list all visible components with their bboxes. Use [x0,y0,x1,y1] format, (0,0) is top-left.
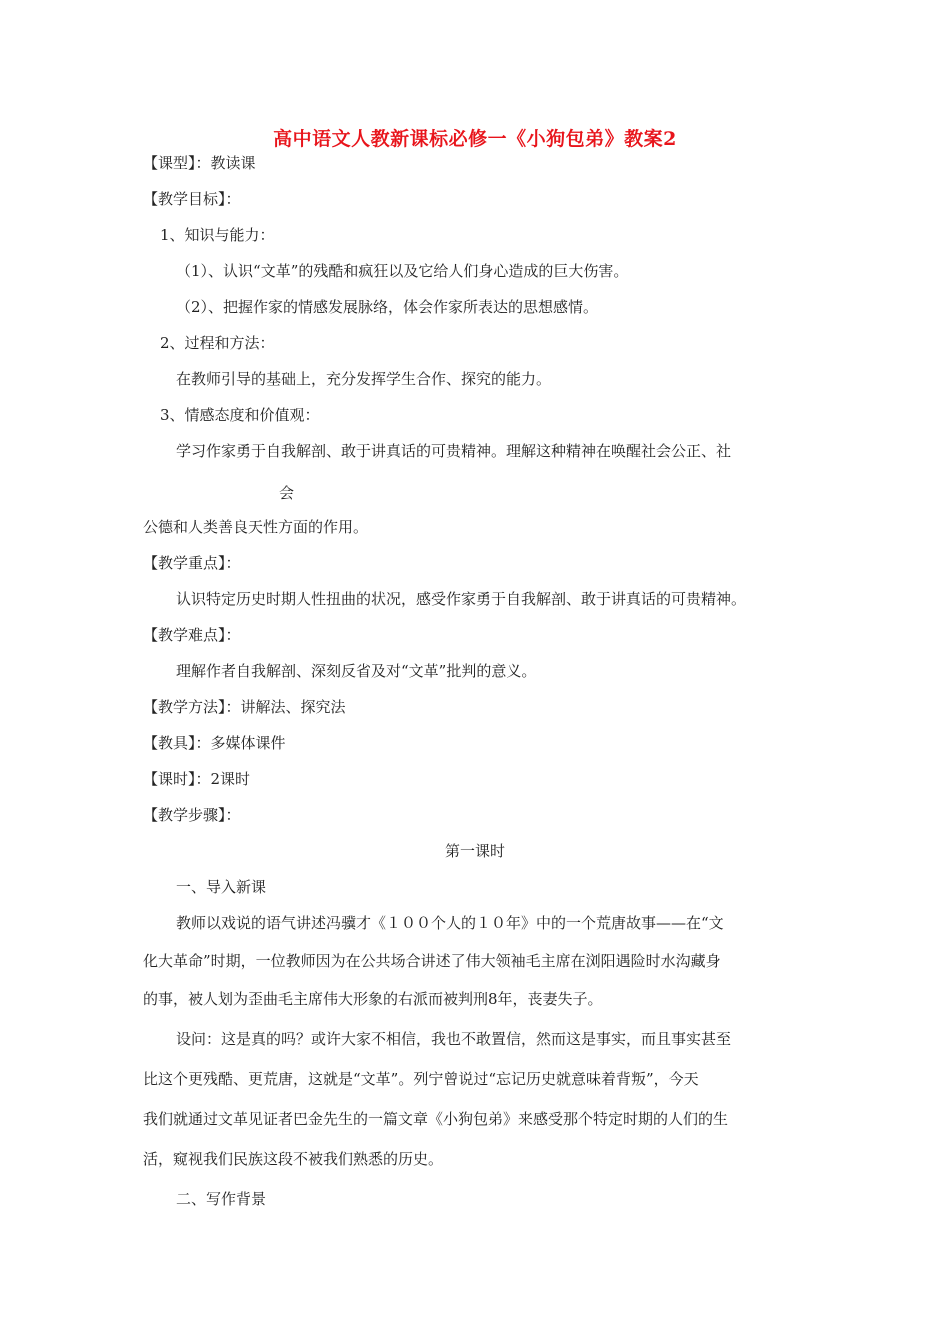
goal-3-text-line-1: 学习作家勇于自我解剖、敢于讲真话的可贵精神。理解这种精神在唤醒社会公正、社 [176,442,732,460]
class-hours-line: 【课时】：2课时 [143,770,251,788]
difficulties-text: 理解作者自我解剖、深刻反省及对“文革”批判的意义。 [176,662,537,680]
question-paragraph-line-3: 我们就通过文革见证者巴金先生的一篇文章《小狗包弟》来感受那个特定时期的人们的生 [143,1110,729,1128]
goal-1-item-2: （2）、把握作家的情感发展脉络，体会作家所表达的思想感情。 [176,298,599,316]
key-points-heading: 【教学重点】： [143,554,241,572]
goal-1-item-1: （1）、认识“文革”的残酷和疯狂以及它给人们身心造成的巨大伤害。 [176,262,629,280]
question-paragraph-line-4: 活，窥视我们民族这段不被我们熟悉的历史。 [143,1150,444,1168]
intro-paragraph-line-2: 化大革命”时期，一位教师因为在公共场合讲述了伟大领袖毛主席在浏阳遇险时水沟藏身 [143,952,721,970]
goal-3-text-orphan: 会 [279,484,295,502]
lesson-type-line: 【课型】：教读课 [143,154,256,172]
teaching-goals-heading: 【教学目标】： [143,190,241,208]
section-1-heading: 一、导入新课 [176,878,267,896]
intro-paragraph-line-3: 的事，被人划为歪曲毛主席伟大形象的右派而被判刑8年，丧妻失子。 [143,990,603,1008]
teaching-aids-line: 【教具】：多媒体课件 [143,734,286,752]
first-period-heading: 第一课时 [444,842,505,860]
intro-paragraph-line-1: 教师以戏说的语气讲述冯骥才《１００个人的１０年》中的一个荒唐故事——在“文 [176,914,724,932]
document-title: 高中语文人教新课标必修一《小狗包弟》教案2 [273,128,677,150]
key-points-text: 认识特定历史时期人性扭曲的状况，感受作家勇于自我解剖、敢于讲真话的可贵精神。 [176,590,747,608]
goal-3-heading: 3、情感态度和价值观： [160,406,320,424]
goal-2-text: 在教师引导的基础上，充分发挥学生合作、探究的能力。 [176,370,552,388]
methods-line: 【教学方法】：讲解法、探究法 [143,698,346,716]
difficulties-heading: 【教学难点】： [143,626,241,644]
section-2-heading: 二、写作背景 [176,1190,267,1208]
goal-2-heading: 2、过程和方法： [160,334,275,352]
teaching-steps-heading: 【教学步骤】： [143,806,241,824]
goal-3-text-line-2: 公德和人类善良天性方面的作用。 [143,518,369,536]
question-paragraph-line-1: 设问：这是真的吗？或许大家不相信，我也不敢置信，然而这是事实，而且事实甚至 [176,1030,732,1048]
question-paragraph-line-2: 比这个更残酷、更荒唐，这就是“文革”。列宁曾说过“忘记历史就意味着背叛”，今天 [143,1070,699,1088]
goal-1-heading: 1、知识与能力： [160,226,275,244]
